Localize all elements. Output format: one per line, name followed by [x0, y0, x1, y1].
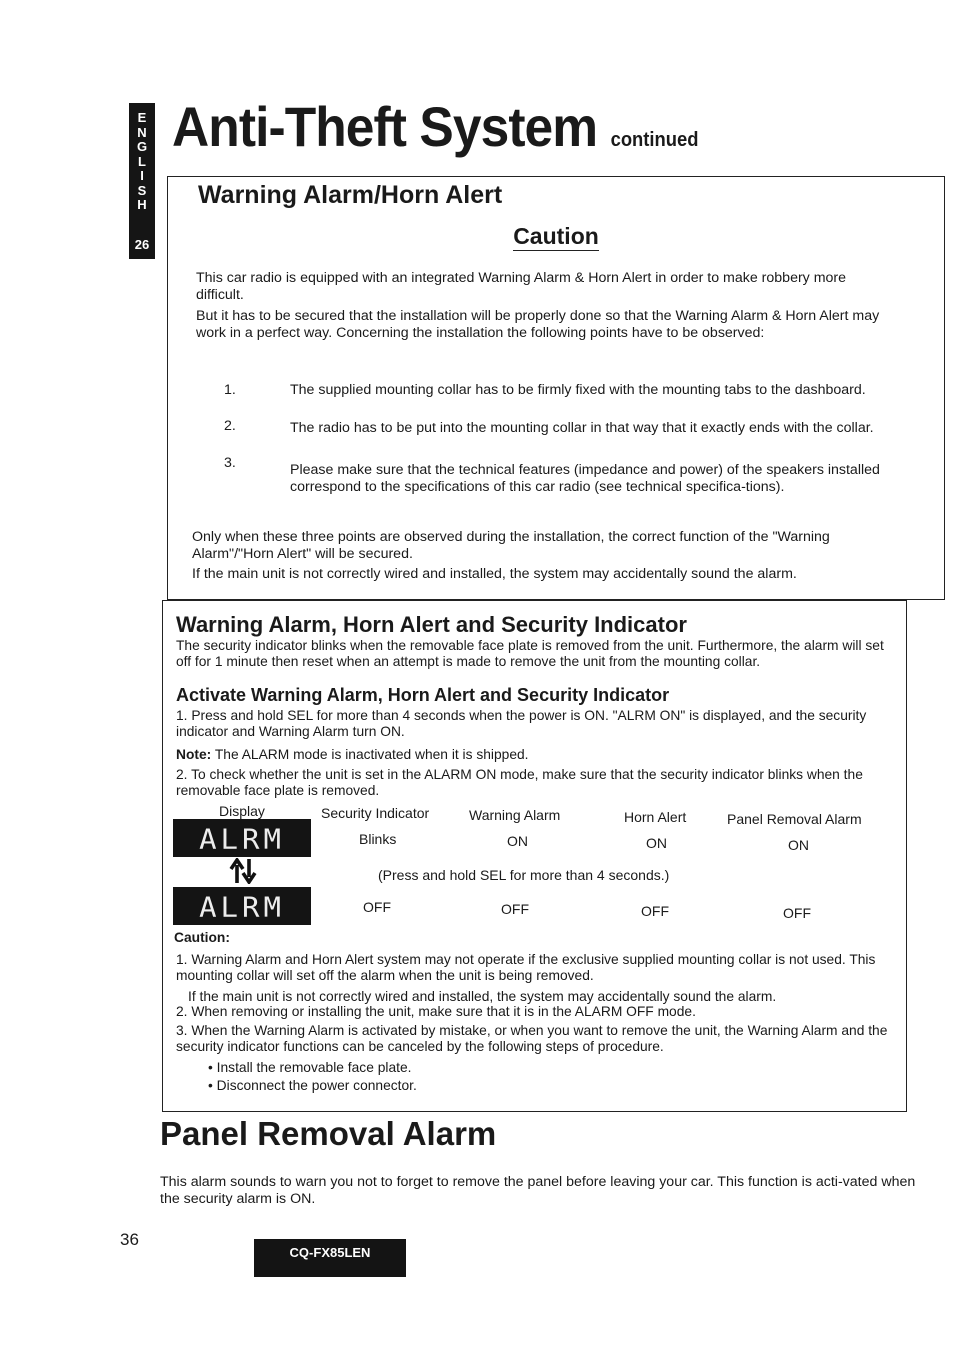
tab-letter: N [137, 124, 147, 140]
step-2-text: 2. To check whether the unit is set in the ALARM ON mode, make sure that the security indicator blinks when the removable face plate is removed. [176, 767, 863, 798]
press-hold-note: (Press and hold SEL for more than 4 seconds.) [378, 867, 670, 883]
caution-label: Caution: [174, 930, 230, 945]
tab-letter: H [137, 197, 147, 212]
model-badge: CQ-FX85LEN [254, 1239, 406, 1277]
step-1-text: 1. Press and hold SEL for more than 4 seconds when the power is ON. "ALRM ON" is displayed, and the security indicator and Warning Alarm turn ON. [176, 708, 867, 739]
caution-item: 1. Warning Alarm and Horn Alert system may not operate if the exclusive supplied mounting collar is not used. This mounting collar will set off the alarm when the unit is being removed. [176, 952, 876, 983]
tab-letter: S [137, 182, 147, 198]
page-number: 36 [120, 1230, 139, 1249]
table-cell: ON [788, 837, 809, 853]
caution-title [168, 223, 944, 250]
column-header: Security Indicator [321, 805, 430, 821]
closing-paragraph: If the main unit is not correctly wired and installed, the system may accidentally sound the alarm. [192, 566, 797, 582]
up-down-arrows-icon [229, 858, 257, 884]
tab-section-number: 26 [134, 237, 150, 252]
warning-alarm-box [167, 176, 945, 600]
column-header: Panel Removal Alarm [727, 811, 862, 827]
language-letters [129, 103, 155, 213]
tab-letter: E [137, 110, 147, 125]
column-header: Display [219, 803, 265, 819]
lcd-text: ALRM [199, 890, 285, 924]
tab-letter: L [138, 153, 146, 169]
lcd-display-alarm-on [173, 819, 311, 857]
indicator-intro: The security indicator blinks when the removable face plate is removed from the unit. Furthermore, the alarm will set off for 1 minute then reset when an attempt is made to remove the unit from the mounting collar. [176, 638, 884, 669]
table-cell: Blinks [359, 831, 397, 847]
note-label: Note: [176, 747, 212, 762]
caution-item: 2. When removing or installing the unit, make sure that it is in the ALARM OFF mode. [176, 1004, 696, 1019]
section-heading: Warning Alarm, Horn Alert and Security Indicator [176, 612, 687, 637]
intro-paragraph: This car radio is equipped with an integrated Warning Alarm & Horn Alert in order to make robbery more difficult. [196, 270, 847, 303]
column-header: Horn Alert [624, 809, 687, 825]
page-title-suffix: continued [610, 129, 699, 151]
table-cell: OFF [641, 903, 669, 919]
section-heading: Warning Alarm/Horn Alert [198, 181, 503, 209]
table-cell: OFF [783, 905, 811, 921]
caution-item: If the main unit is not correctly wired and installed, the system may accidentally sound the alarm. [188, 989, 777, 1004]
tab-letter: I [140, 168, 144, 183]
table-cell: OFF [501, 901, 529, 917]
security-indicator-box [162, 600, 907, 1112]
table-cell: ON [646, 835, 667, 851]
closing-paragraph: Only when these three points are observed during the installation, the correct function of the "Warning Alarm"/"Horn Alert" will be secured. [192, 529, 830, 562]
page-title [172, 92, 698, 175]
note-text [176, 747, 901, 763]
table-cell: OFF [363, 899, 391, 915]
tab-letter: G [136, 139, 148, 154]
bullet-item: • Disconnect the power connector. [208, 1078, 417, 1093]
list-item: The supplied mounting collar has to be firmly fixed with the mounting tabs to the dashboard. [290, 382, 866, 398]
note-body: The ALARM mode is inactivated when it is shipped. [211, 747, 529, 762]
table-cell: ON [507, 833, 528, 849]
intro-paragraph: But it has to be secured that the installation will be properly done so that the Warning Alarm & Horn Alert may work in a perfect way. Concerning the installation the following points have to be observed: [196, 308, 880, 341]
panel-removal-text: This alarm sounds to warn you not to forget to remove the panel before leaving your car. This function is acti-vated when the security alarm is ON. [160, 1174, 916, 1207]
list-item: The radio has to be put into the mounting collar in that way that it exactly ends with the collar. [290, 420, 874, 436]
lcd-text: ALRM [199, 822, 285, 856]
list-number: 1. [224, 382, 236, 398]
list-number: 3. [224, 455, 236, 471]
lcd-display-alarm-off [173, 887, 311, 925]
language-tab [129, 103, 155, 259]
column-header: Warning Alarm [469, 807, 561, 823]
page-title-main: Anti-Theft System [172, 95, 598, 158]
caution-title-text: Caution [513, 223, 599, 249]
list-number: 2. [224, 418, 236, 434]
subsection-heading: Activate Warning Alarm, Horn Alert and Security Indicator [176, 685, 670, 705]
panel-removal-heading: Panel Removal Alarm [160, 1115, 497, 1152]
caution-item: 3. When the Warning Alarm is activated by mistake, or when you want to remove the unit, the Warning Alarm and the security indicator functions can be canceled by the following steps of procedure. [176, 1023, 888, 1054]
list-item: Please make sure that the technical features (impedance and power) of the speakers installed correspond to the specifications of this car radio (see technical specifica-tions). [290, 462, 880, 495]
bullet-item: • Install the removable face plate. [208, 1060, 412, 1075]
